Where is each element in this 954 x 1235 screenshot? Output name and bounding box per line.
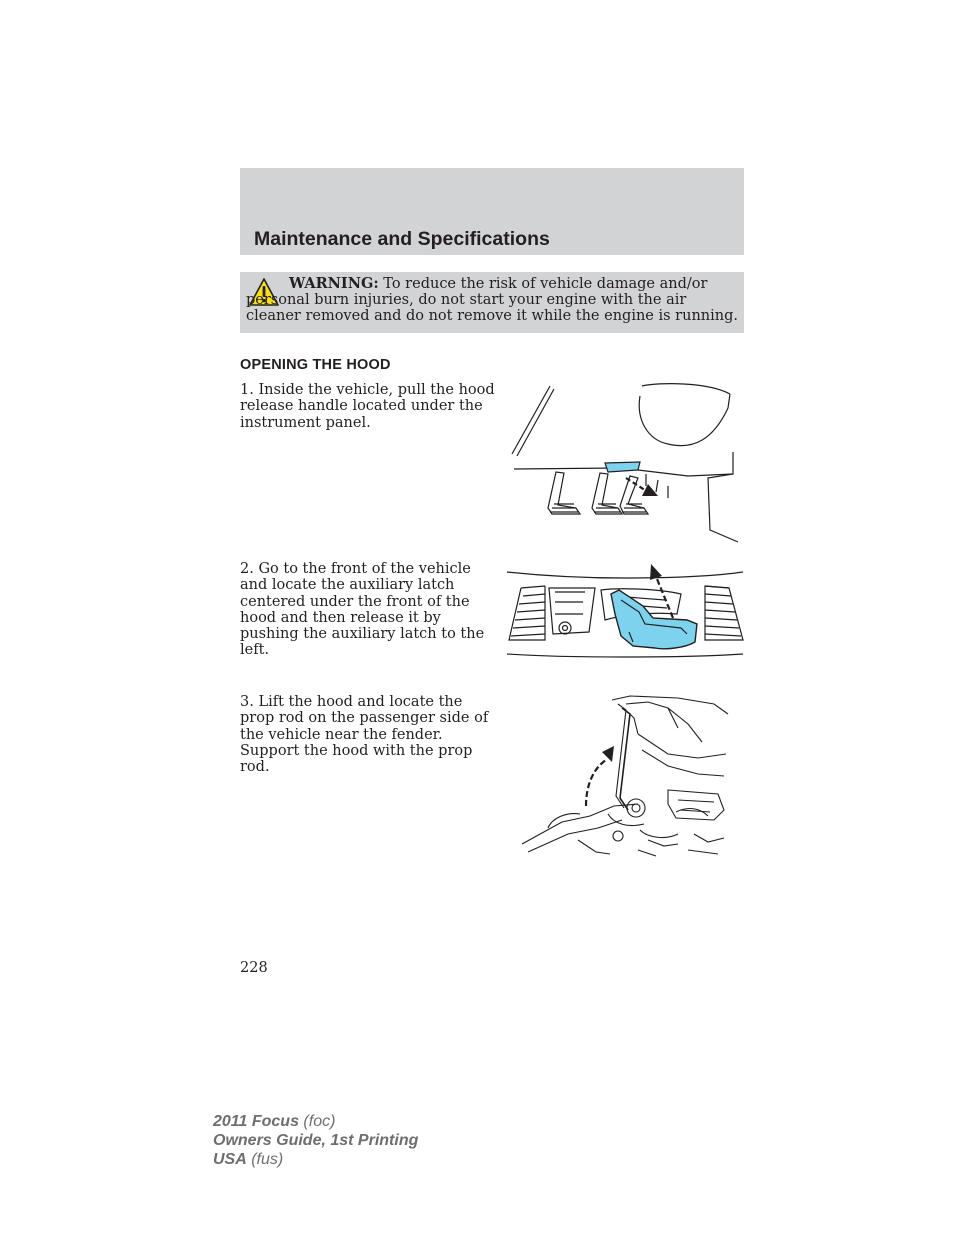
opening-hood-heading: OPENING THE HOOD <box>240 357 391 373</box>
warning-text <box>246 276 740 325</box>
document-footer <box>213 1112 418 1169</box>
step-2-text: 2. Go to the front of the vehicle and locate the auxiliary latch centered under the front of the hood and then release it by pushing the auxiliary latch to the left. <box>240 561 485 659</box>
warning-box <box>240 272 744 333</box>
footer-model: 2011 Focus <box>213 1113 299 1130</box>
section-header-band <box>240 168 744 255</box>
footer-market-code: (fus) <box>246 1151 284 1168</box>
footer-model-code: (foc) <box>298 1113 336 1130</box>
footer-line-3 <box>213 1150 418 1169</box>
section-title: Maintenance and Specifications <box>254 228 550 250</box>
footer-line-2 <box>213 1131 418 1150</box>
footer-market: USA <box>213 1151 247 1168</box>
auxiliary-latch-illustration <box>505 562 745 662</box>
warning-body: To reduce the risk of vehicle damage and/or personal burn injuries, do not start your engine with the air cleaner removed and do not remove it while the engine is running. <box>246 276 738 325</box>
footer-guide: Owners Guide, 1st Printing <box>213 1132 419 1149</box>
footer-line-1 <box>213 1112 418 1131</box>
page-number: 228 <box>240 960 268 976</box>
step-3-text: 3. Lift the hood and locate the prop rod on the passenger side of the vehicle near the fender. Support the hood with the prop rod. <box>240 694 489 776</box>
hood-release-handle-illustration <box>508 380 743 545</box>
step-1-text: 1. Inside the vehicle, pull the hood release handle located under the instrument panel. <box>240 382 495 431</box>
prop-rod-illustration <box>518 694 730 859</box>
warning-label: WARNING: <box>289 275 379 292</box>
